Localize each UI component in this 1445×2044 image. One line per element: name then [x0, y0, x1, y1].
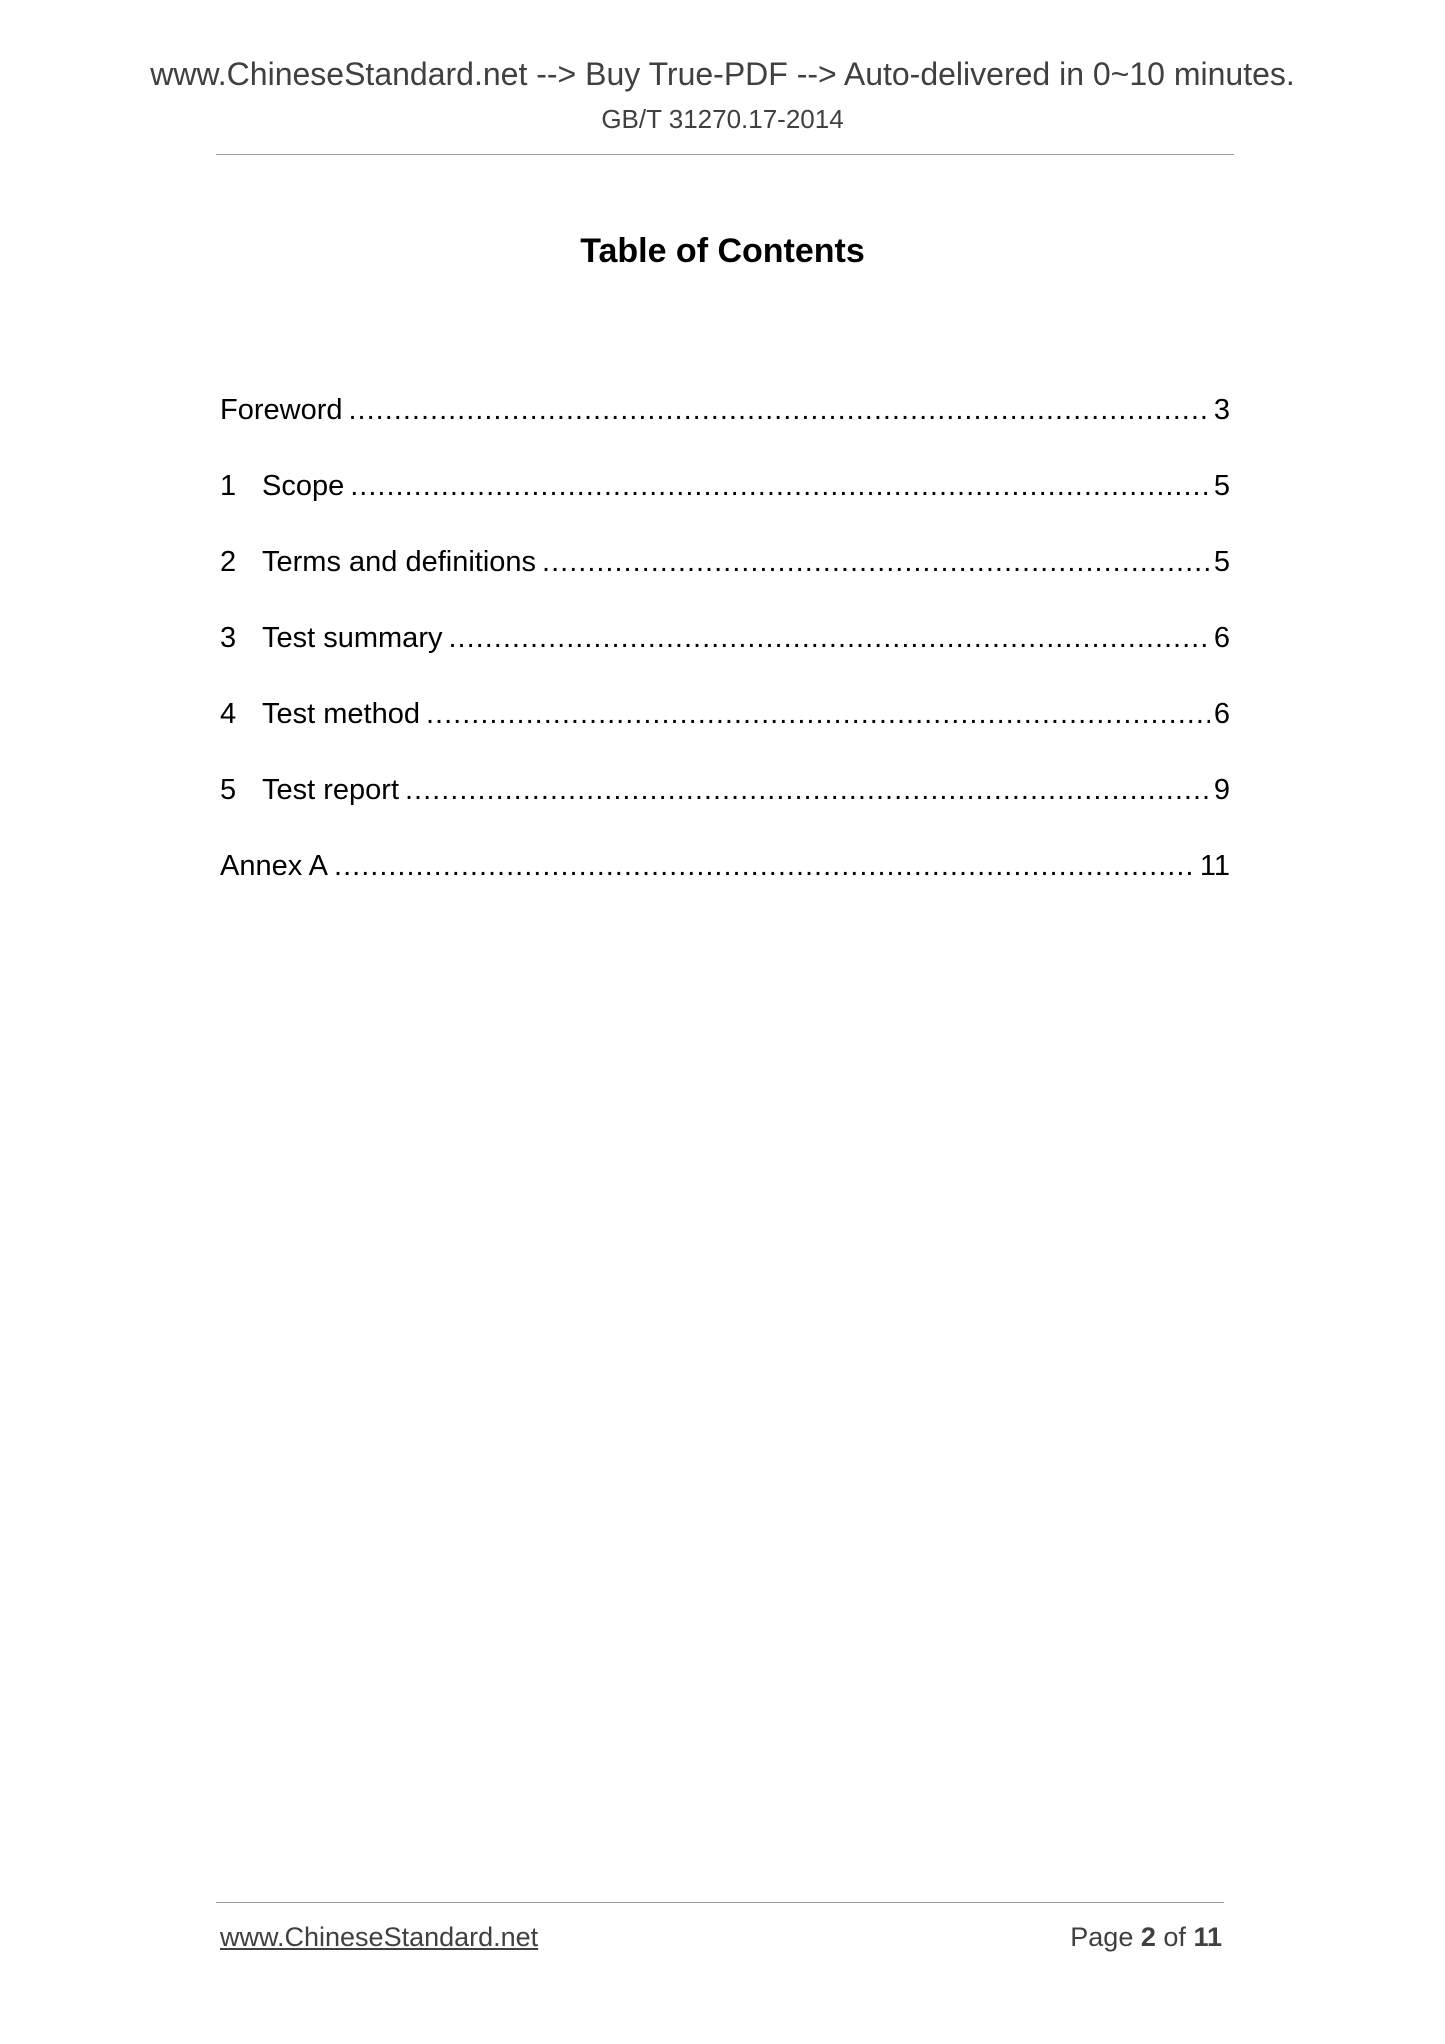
toc-entry-page: 11	[1199, 850, 1230, 882]
toc-entry-foreword[interactable]	[220, 384, 1230, 460]
header-divider	[216, 154, 1234, 155]
page-word: Page	[1070, 1922, 1134, 1952]
toc-entry-label: Test method	[262, 698, 420, 730]
toc-entry-page: 3	[1213, 394, 1230, 426]
toc-entry-label: Test summary	[262, 622, 443, 654]
page-title: Table of Contents	[580, 232, 865, 270]
toc-leader-dots	[426, 688, 1210, 740]
footer-divider	[216, 1902, 1224, 1903]
of-word: of	[1163, 1922, 1186, 1952]
toc-entry-label: Scope	[262, 470, 345, 502]
toc-entry-label: Annex A	[220, 850, 329, 882]
toc-leader-dots	[542, 536, 1210, 588]
total-page-count: 11	[1193, 1922, 1222, 1952]
header-banner: www.ChineseStandard.net --> Buy True-PDF --> Auto-delivered in 0~10 minutes.	[150, 56, 1295, 92]
toc-leader-dots	[448, 612, 1209, 664]
toc-entry-label: Test report	[262, 774, 399, 806]
toc-entry-annex-a[interactable]	[220, 840, 1230, 916]
toc-entry-test-summary[interactable]	[220, 612, 1230, 688]
standard-code: GB/T 31270.17-2014	[601, 104, 844, 134]
toc-entry-page: 6	[1213, 622, 1230, 654]
toc-entry-terms-and-definitions[interactable]	[220, 536, 1230, 612]
toc-entry-scope[interactable]	[220, 460, 1230, 536]
toc-entry-test-method[interactable]	[220, 688, 1230, 764]
toc-leader-dots	[334, 840, 1196, 892]
toc-entry-number: 5	[220, 774, 237, 806]
toc-entry-page: 6	[1213, 698, 1230, 730]
toc-entry-label: Terms and definitions	[262, 546, 537, 578]
toc-entry-page: 5	[1213, 546, 1230, 578]
toc-entry-number: 3	[220, 622, 237, 654]
toc-entry-number: 1	[220, 470, 237, 502]
toc-entry-page: 5	[1213, 470, 1230, 502]
toc-entry-number: 4	[220, 698, 237, 730]
toc-entry-test-report[interactable]	[220, 764, 1230, 840]
toc-entry-number: 2	[220, 546, 237, 578]
current-page-number: 2	[1140, 1922, 1156, 1952]
toc-entry-page: 9	[1213, 774, 1230, 806]
table-of-contents	[220, 384, 1230, 916]
toc-leader-dots	[350, 460, 1210, 512]
toc-leader-dots	[349, 384, 1210, 436]
toc-entry-label: Foreword	[220, 394, 343, 426]
footer-website-link[interactable]: www.ChineseStandard.net	[220, 1922, 539, 1952]
toc-leader-dots	[405, 764, 1210, 816]
page-indicator	[1070, 1922, 1222, 1953]
